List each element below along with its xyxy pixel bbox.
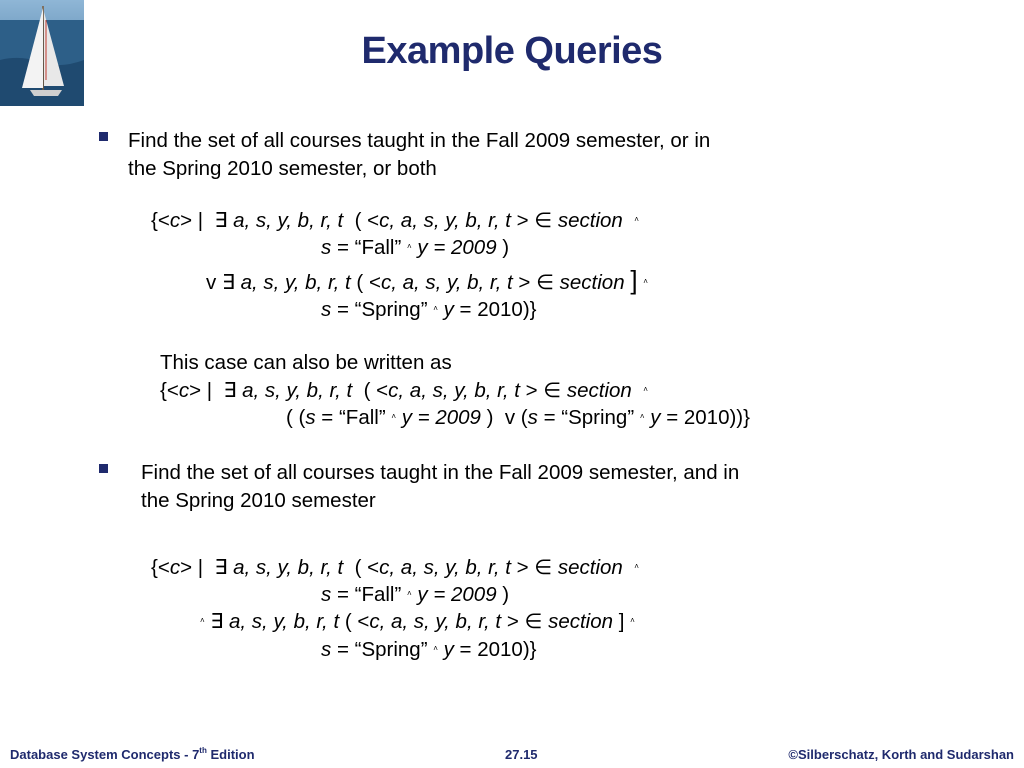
query2-line-2: s = “Fall” ˄ y = 2009 ) <box>321 583 510 606</box>
bullet-2-line-1: Find the set of all courses taught in the Fall 2009 semester, and in <box>141 461 740 484</box>
bullet-2-line-2: the Spring 2010 semester <box>141 489 376 512</box>
bullet-1-line-1: Find the set of all courses taught in the Fall 2009 semester, or in <box>128 129 711 152</box>
footer-left: Database System Concepts - 7th Edition <box>10 746 255 762</box>
bullet-text-2 <box>141 459 739 515</box>
alt-line-1: {<c> | ∃ a, s, y, b, r, t ( <c, a, s, y, b, r, t > ∈ section ˄ <box>160 379 648 402</box>
alt-caption: This case can also be written as <box>160 351 452 374</box>
query1-line-2: s = “Fall” ˄ y = 2009 ) <box>321 236 510 259</box>
footer-center: 27.15 <box>505 747 538 762</box>
bullet-marker-1 <box>99 132 108 141</box>
query2-line-3: ˄ ∃ a, s, y, b, r, t ( <c, a, s, y, b, r, t > ∈ section ] ˄ <box>200 610 635 633</box>
bullet-text-1 <box>128 127 710 183</box>
alt-line-2: ( (s = “Fall” ˄ y = 2009 ) v (s = “Spring” ˄ y = 2010))} <box>286 406 750 429</box>
bullet-marker-2 <box>99 464 108 473</box>
query1-line-3: v ∃ a, s, y, b, r, t ( <c, a, s, y, b, r, t > ∈ section ] ˄ <box>206 265 648 295</box>
query2-line-1: {<c> | ∃ a, s, y, b, r, t ( <c, a, s, y, b, r, t > ∈ section ˄ <box>151 556 639 579</box>
slide-title: Example Queries <box>361 30 663 72</box>
query1-line-1: {<c> | ∃ a, s, y, b, r, t ( <c, a, s, y, b, r, t > ∈ section ˄ <box>151 209 639 232</box>
footer-right: ©Silberschatz, Korth and Sudarshan <box>788 747 1014 762</box>
query1-line-4: s = “Spring” ˄ y = 2010)} <box>321 298 537 321</box>
bullet-1-line-2: the Spring 2010 semester, or both <box>128 157 437 180</box>
query2-line-4: s = “Spring” ˄ y = 2010)} <box>321 638 537 661</box>
